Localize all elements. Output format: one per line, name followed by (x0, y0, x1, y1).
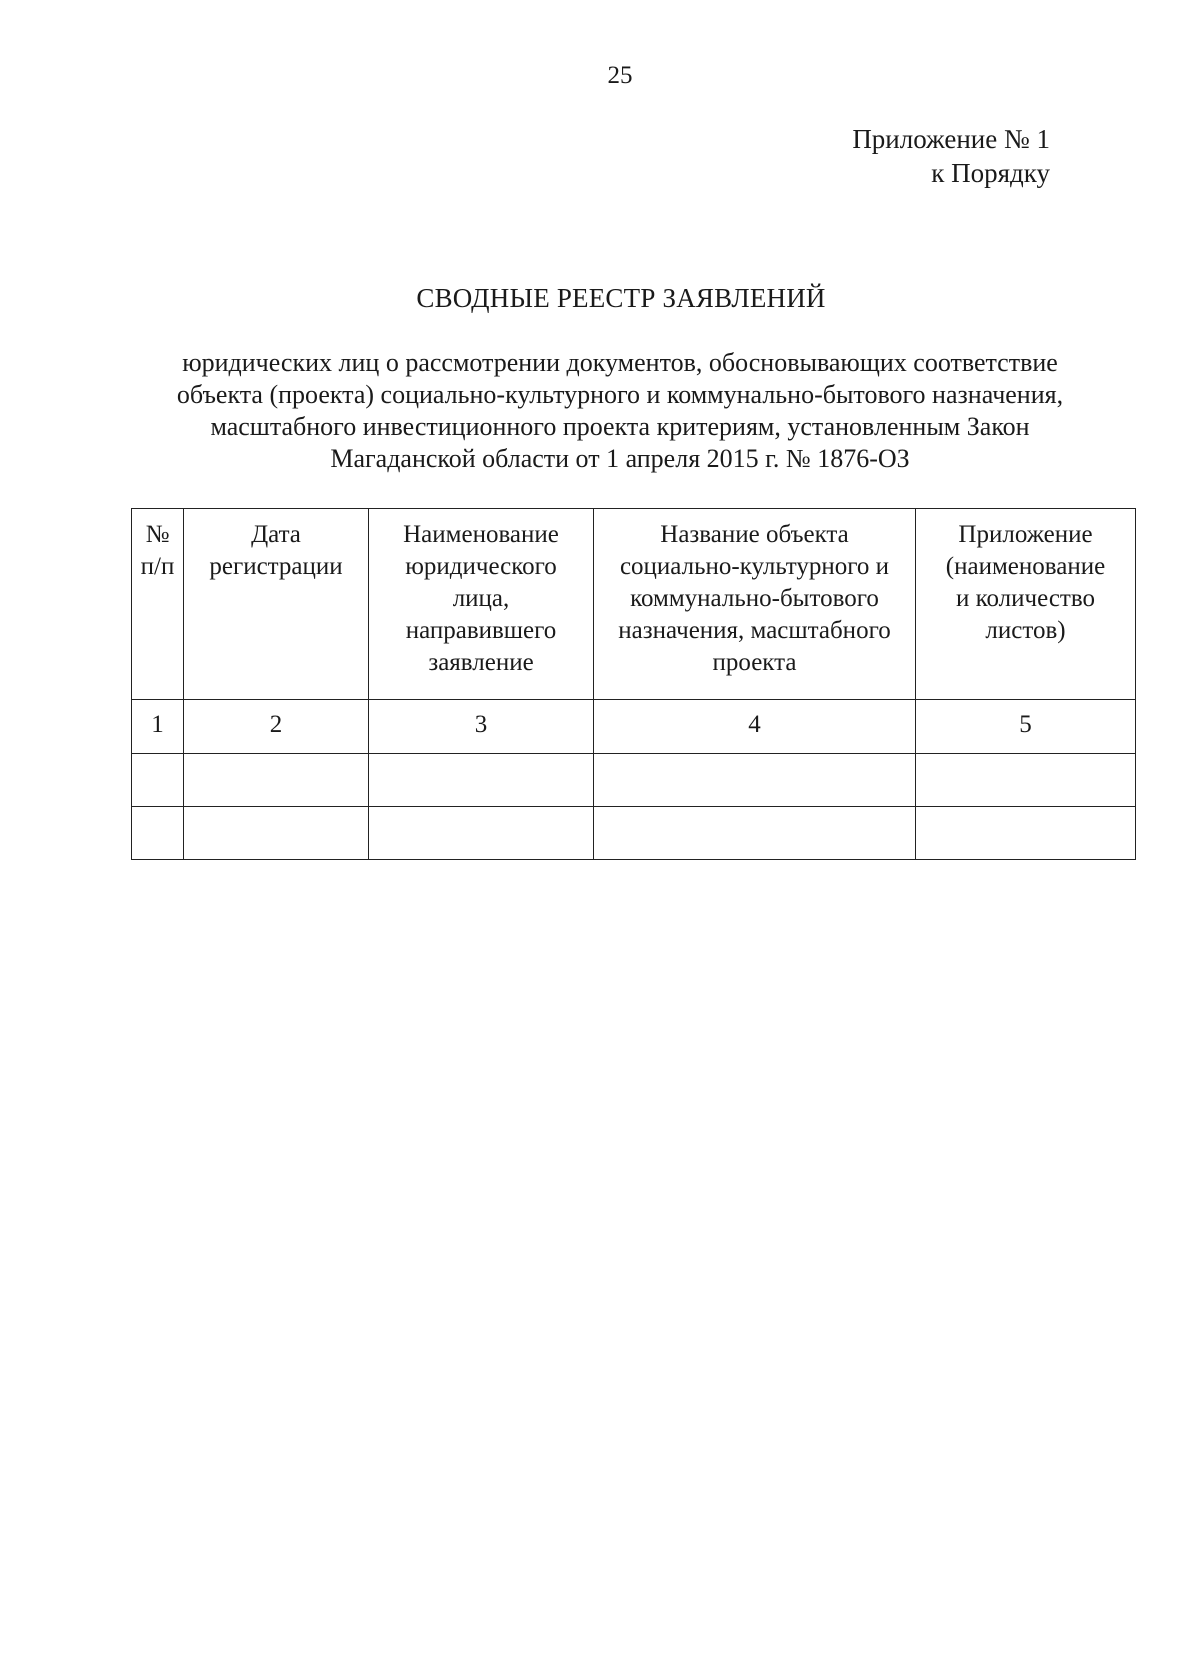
table-row (132, 754, 1136, 807)
header-line: регистрации (209, 553, 343, 580)
appendix-line-1: Приложение № 1 (852, 124, 1050, 154)
header-line: направившего (405, 617, 557, 644)
empty-cell (132, 807, 184, 860)
header-line: № (145, 521, 170, 548)
header-line: п/п (140, 553, 175, 580)
header-cell-object-name (594, 509, 916, 700)
subtitle-line: объекта (проекта) социально-культурного и коммунально-бытового назначения, (176, 380, 1064, 409)
appendix-line-2: к Порядку (931, 158, 1050, 188)
empty-cell (369, 754, 594, 807)
header-line: (наименование (945, 553, 1106, 580)
header-line: Название объекта (660, 521, 849, 548)
header-line: и количество (956, 585, 1095, 612)
registry-table (131, 508, 1136, 860)
header-line: Наименование (403, 521, 559, 548)
header-cell-attachment (916, 509, 1136, 700)
header-line: листов) (985, 617, 1066, 644)
header-cell-legal-entity-name (369, 509, 594, 700)
table-header-row (132, 509, 1136, 700)
header-line: проекта (712, 649, 797, 676)
header-cell-registration-date (184, 509, 369, 700)
header-line: коммунально-бытового (630, 585, 879, 612)
document-title: СВОДНЫЕ РЕЕСТР ЗАЯВЛЕНИЙ (416, 283, 826, 313)
empty-cell (369, 807, 594, 860)
page-number: 25 (607, 62, 633, 89)
subtitle-line: Магаданской области от 1 апреля 2015 г. № 1876-ОЗ (330, 444, 910, 473)
table-row (132, 807, 1136, 860)
empty-cell (184, 807, 369, 860)
document-subtitle (120, 347, 1120, 475)
column-number-cell: 2 (184, 700, 369, 754)
empty-cell (184, 754, 369, 807)
column-number-cell: 4 (594, 700, 916, 754)
empty-cell (594, 754, 916, 807)
subtitle-line: юридических лиц о рассмотрении документов, обосновывающих соответствие (182, 348, 1058, 377)
header-line: Приложение (958, 521, 1093, 548)
header-line: назначения, масштабного (618, 617, 891, 644)
header-line: заявление (428, 649, 534, 676)
header-line: Дата (251, 521, 301, 548)
column-number-cell: 3 (369, 700, 594, 754)
subtitle-line: масштабного инвестиционного проекта критериям, установленным Закон (210, 412, 1030, 441)
header-line: юридического (405, 553, 557, 580)
column-number-row (132, 700, 1136, 754)
empty-cell (916, 754, 1136, 807)
column-number-cell: 1 (132, 700, 184, 754)
header-line: социально-культурного и (619, 553, 890, 580)
header-cell-number (132, 509, 184, 700)
appendix-note (852, 122, 1050, 190)
header-line: лица, (452, 585, 510, 612)
column-number-cell: 5 (916, 700, 1136, 754)
empty-cell (916, 807, 1136, 860)
empty-cell (594, 807, 916, 860)
empty-cell (132, 754, 184, 807)
